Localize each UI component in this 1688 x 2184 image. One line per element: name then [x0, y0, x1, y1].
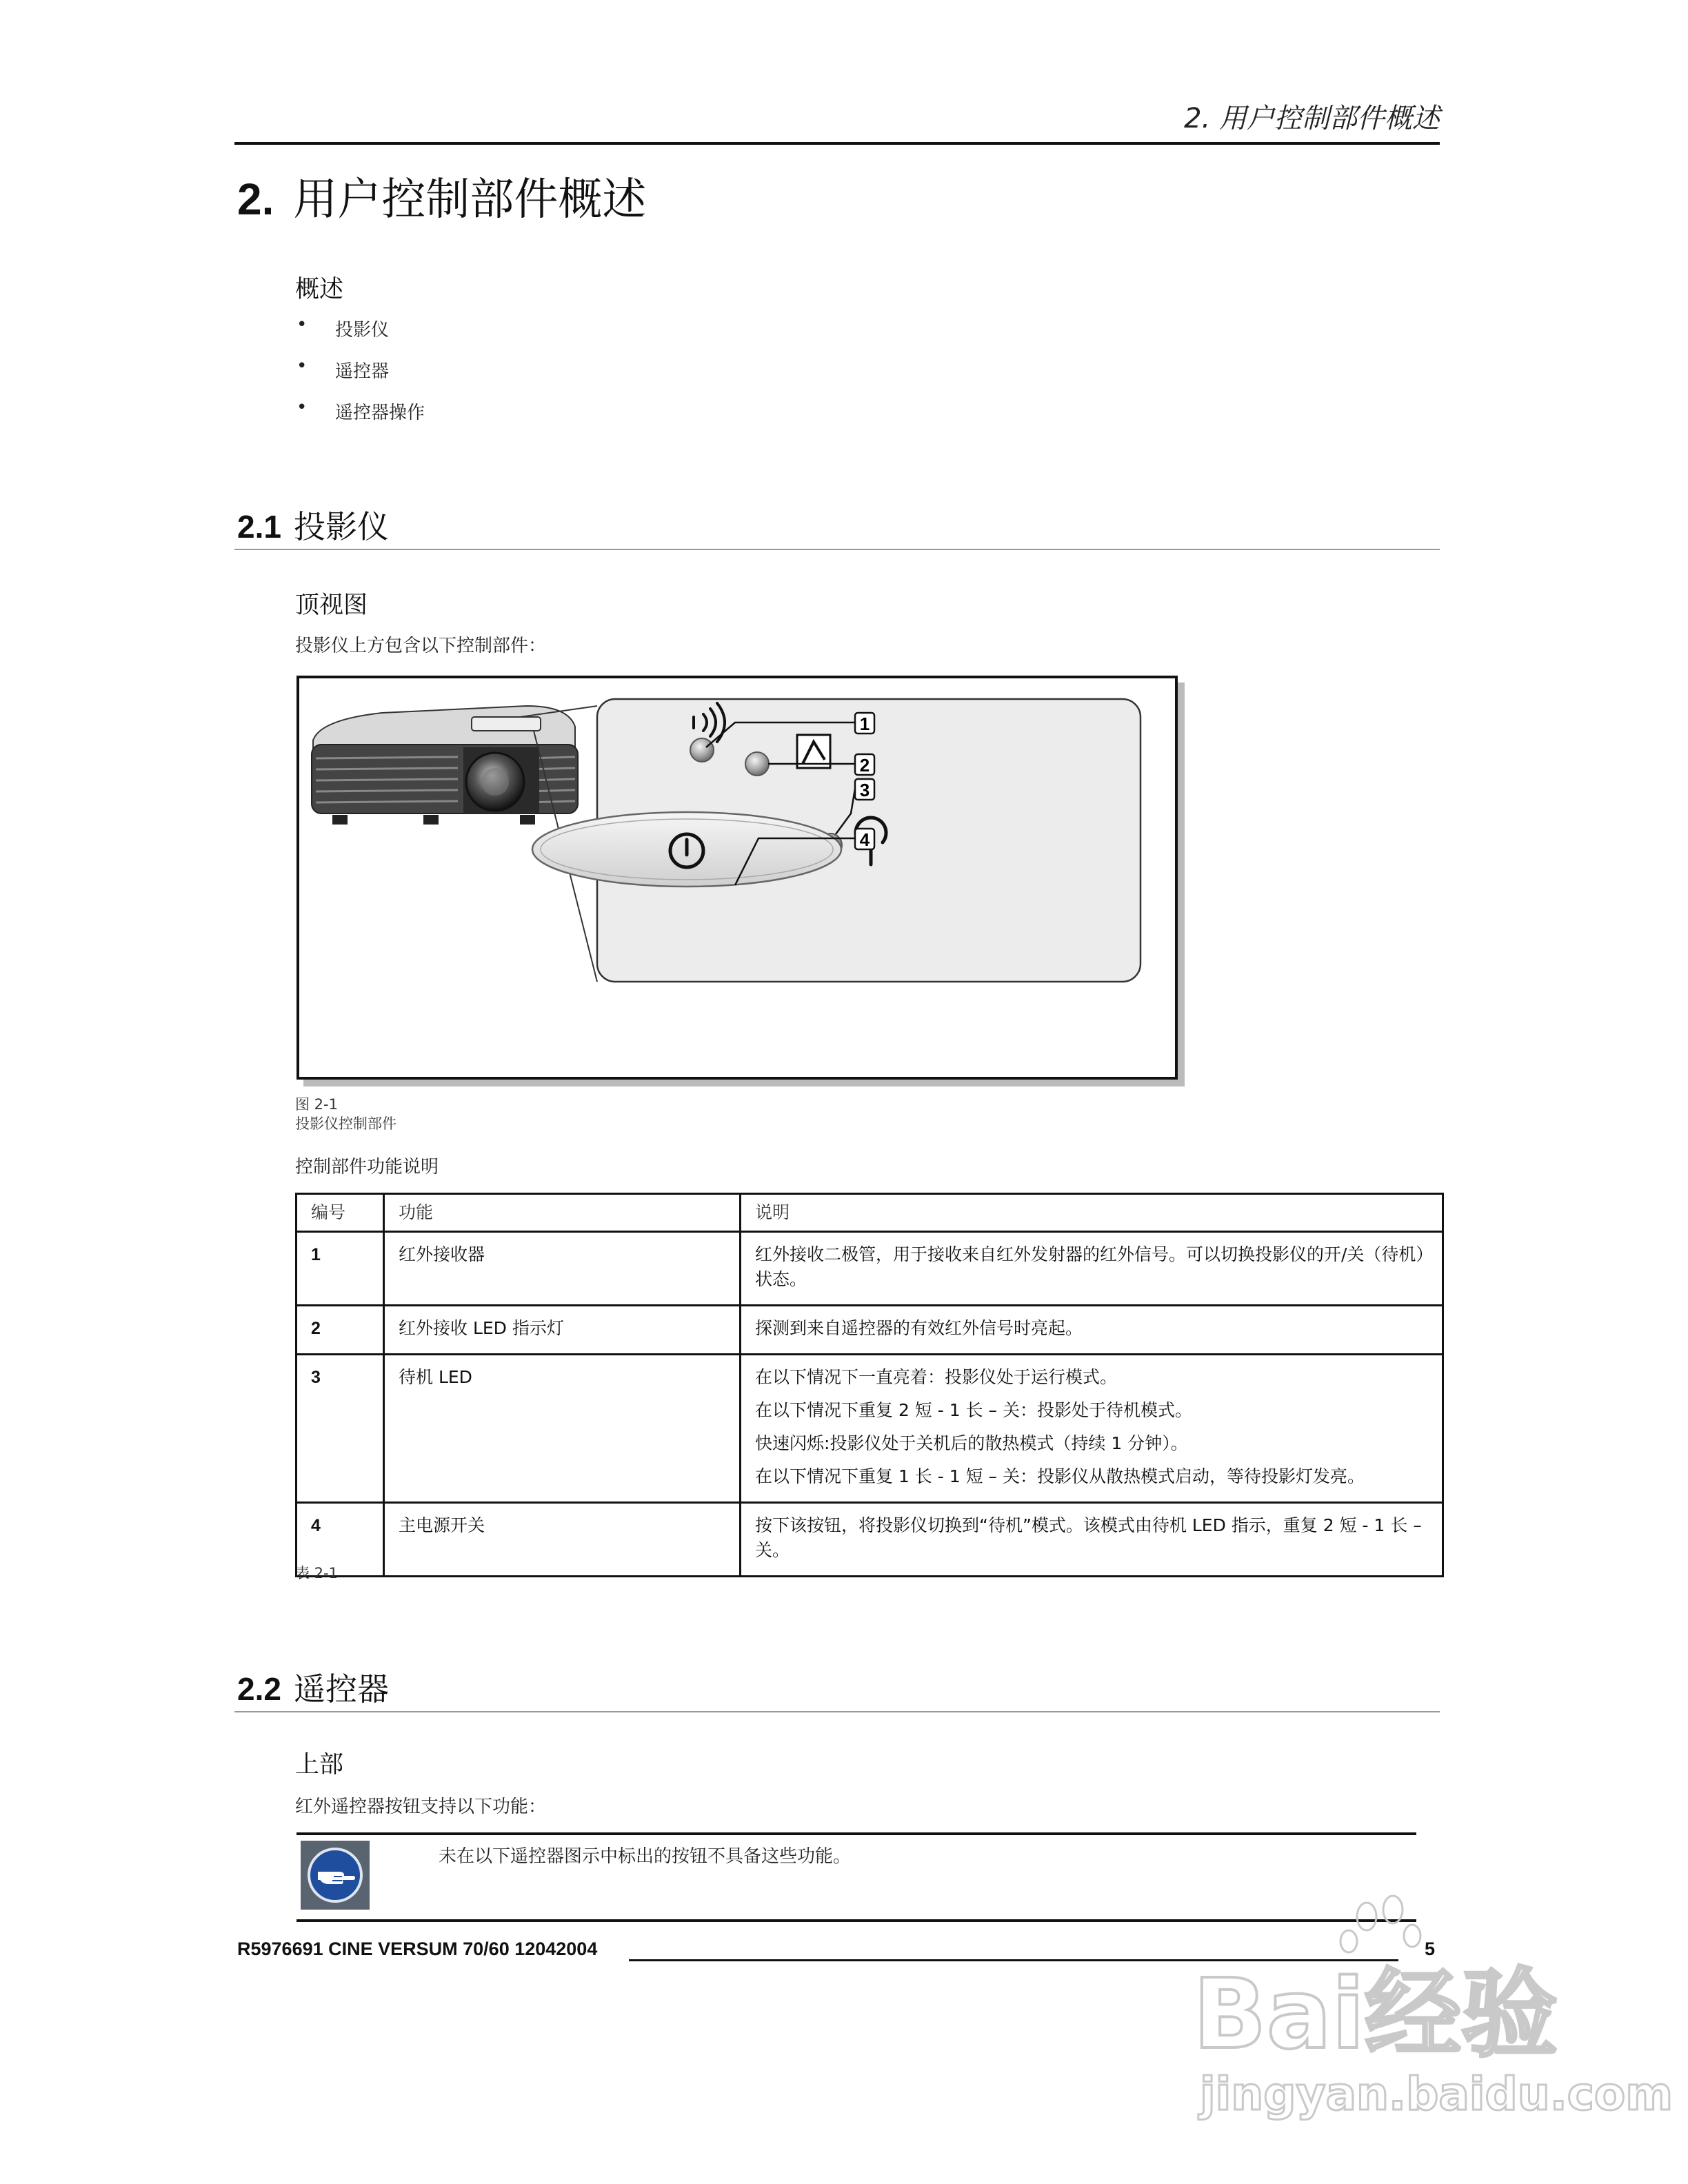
table-row [297, 1232, 1443, 1306]
row-description-line: 红外接收二极管，用于接收来自红外发射器的红外信号。可以切换投影仪的开/关（待机）状态。 [755, 1244, 1425, 1289]
row-function: 红外接收 LED 指示灯 [384, 1306, 741, 1355]
table-row [297, 1503, 1443, 1577]
row-description-line: 快速闪烁:投影仪处于关机后的散热模式（持续 1 分钟）。 [755, 1433, 1188, 1453]
header-rule [234, 142, 1440, 145]
control-panel [532, 699, 1141, 982]
section-heading-2-2 [237, 1664, 389, 1710]
chapter-title [237, 164, 646, 228]
row-description [741, 1306, 1443, 1355]
table-intro: 控制部件功能说明 [295, 1157, 439, 1177]
row-number: 3 [297, 1355, 384, 1503]
table-header-cell: 编号 [297, 1194, 384, 1232]
section-rule [234, 549, 1440, 550]
row-function: 主电源开关 [384, 1503, 741, 1577]
row-number: 2 [297, 1306, 384, 1355]
row-description-line: 探测到来自遥控器的有效红外信号时亮起。 [755, 1318, 1083, 1338]
chapter-title-text: 用户控制部件概述 [293, 174, 647, 225]
table-header-row [297, 1194, 1443, 1232]
overview-item: • 投影仪 [297, 316, 425, 357]
note-top-rule [297, 1832, 1416, 1835]
section-rule [234, 1711, 1440, 1712]
overview-list [297, 316, 425, 440]
row-description [741, 1503, 1443, 1577]
row-function: 待机 LED [384, 1355, 741, 1503]
note-text: 未在以下遥控器图示中标出的按钮不具备这些功能。 [439, 1846, 852, 1867]
baidu-watermark [1186, 1903, 1674, 2165]
row-number: 1 [297, 1232, 384, 1306]
callout-label-4: 4 [859, 829, 870, 850]
figure-caption [295, 1095, 396, 1133]
overview-item: • 遥控器 [297, 357, 425, 398]
section-number: 2.2 [237, 1671, 281, 1707]
callout-label-3: 3 [859, 780, 870, 800]
table-row [297, 1306, 1443, 1355]
callout-label-1: 1 [859, 714, 870, 734]
projector-body [312, 706, 578, 825]
projector-illustration [299, 678, 1175, 1077]
table-caption: 表 2-1 [295, 1565, 338, 1581]
table-row [297, 1355, 1443, 1503]
top-part-heading: 上部 [295, 1751, 344, 1779]
row-number: 4 [297, 1503, 384, 1577]
row-description [741, 1232, 1443, 1306]
row-function: 红外接收器 [384, 1232, 741, 1306]
section-number: 2.1 [237, 509, 281, 545]
top-view-heading: 顶视图 [295, 592, 368, 619]
overview-heading: 概述 [295, 276, 344, 303]
controls-table [295, 1193, 1444, 1577]
footer-doc-id: R5976691 CINE VERSUM 70/60 12042004 [237, 1939, 598, 1959]
callout-label-2: 2 [859, 755, 870, 776]
page-number: 5 [1425, 1939, 1436, 1959]
note-icon [301, 1841, 370, 1910]
top-view-intro: 投影仪上方包含以下控制部件： [295, 636, 547, 656]
remote-intro: 红外遥控器按钮支持以下功能： [295, 1797, 547, 1817]
section-title: 遥控器 [293, 1670, 389, 1708]
table-header-cell: 功能 [384, 1194, 741, 1232]
pointing-hand-icon [301, 1841, 370, 1910]
running-header: 2. 用户控制部件概述 [1184, 103, 1440, 134]
overview-item: • 遥控器操作 [297, 398, 425, 440]
ir-receiver-led [690, 738, 714, 762]
figure-caption-text: 投影仪控制部件 [295, 1115, 396, 1132]
ir-receiver-indicator-led [745, 752, 769, 776]
projector-controls-figure [297, 676, 1178, 1080]
row-description-line: 在以下情况下重复 2 短 - 1 长 – 关：投影处于待机模式。 [755, 1400, 1192, 1420]
chapter-number: 2. [237, 174, 274, 224]
figure-caption-number: 图 2-1 [295, 1096, 338, 1113]
row-description-line: 按下该按钮，将投影仪切换到“待机”模式。该模式由待机 LED 指示，重复 2 短 - 1 长 – 关。 [755, 1515, 1422, 1560]
section-heading-2-1 [237, 502, 389, 547]
table-header-cell: 说明 [741, 1194, 1443, 1232]
row-description-line: 在以下情况下一直亮着：投影仪处于运行模式。 [755, 1367, 1118, 1387]
section-title: 投影仪 [293, 508, 389, 545]
row-description [741, 1355, 1443, 1503]
row-description-line: 在以下情况下重复 1 长 - 1 短 – 关：投影仪从散热模式启动，等待投影灯发亮。 [755, 1466, 1365, 1486]
watermark-subtext: jingyan.baidu.com [1200, 2067, 1674, 2121]
watermark-text: Bai经验 [1193, 1959, 1558, 2071]
